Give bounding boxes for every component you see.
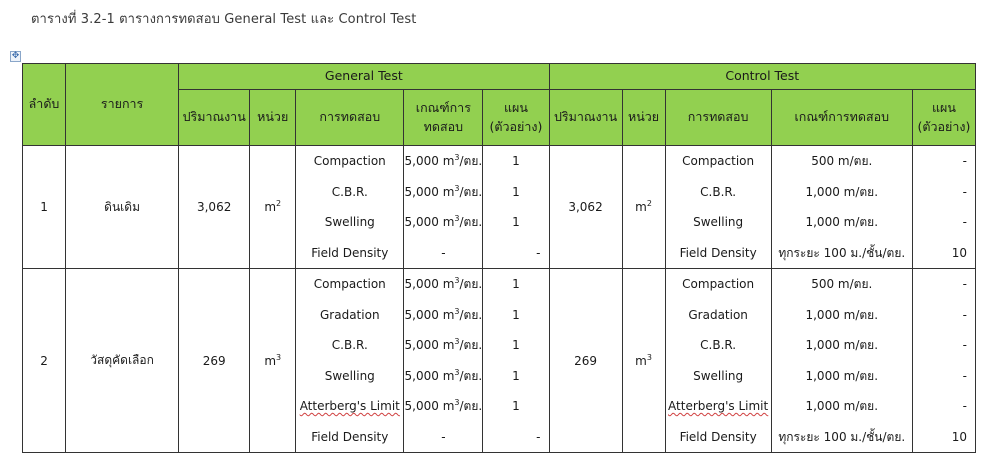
table-move-handle-icon[interactable]: ✥ xyxy=(11,51,20,61)
criteria-value: 1,000 m/ตย. xyxy=(805,215,879,229)
header-general-qty: ปริมาณงาน xyxy=(179,90,250,146)
test-table xyxy=(22,63,976,453)
plan-value: 1 xyxy=(512,154,520,168)
plan-value: - xyxy=(962,307,967,322)
test-name: Swelling xyxy=(693,368,744,383)
general-tests xyxy=(296,269,404,453)
criteria-value: 1,000 m/ตย. xyxy=(805,368,879,383)
test-name: Field Density xyxy=(679,245,757,260)
header-item: รายการ xyxy=(66,64,179,146)
header-general-plan: แผน (ตัวอย่าง) xyxy=(483,90,549,146)
criteria-value: 5,000 $m^3/$ตย. xyxy=(404,183,483,199)
criteria-value: - xyxy=(441,429,446,444)
general-unit xyxy=(250,269,296,453)
table-row xyxy=(23,146,976,269)
header-control-plan: แผน (ตัวอย่าง) xyxy=(912,90,975,146)
row-item-name: วัสดุคัดเลือก xyxy=(66,269,179,453)
criteria-value: 500 m/ตย. xyxy=(811,154,873,168)
criteria-value: 1,000 m/ตย. xyxy=(805,184,879,199)
general-criteria xyxy=(404,269,483,453)
criteria-value: 5,000 $m^3/$ตย. xyxy=(404,398,483,413)
test-name: Compaction xyxy=(682,154,755,168)
criteria-value: 5,000 $m^3/$ตย. xyxy=(404,276,483,291)
criteria-value: 500 m/ตย. xyxy=(811,277,873,291)
test-name: Compaction xyxy=(682,277,755,291)
test-name: C.B.R. xyxy=(331,184,368,199)
control-criteria xyxy=(771,269,912,453)
criteria-value: 5,000 $m^3/$ตย. xyxy=(404,337,483,352)
plan-value: - xyxy=(962,277,967,291)
test-name: Swelling xyxy=(693,215,744,229)
general-plan xyxy=(483,269,549,453)
criteria-value: 5,000 $m^3/$ตย. xyxy=(404,367,483,383)
test-name: C.B.R. xyxy=(700,184,737,199)
general-qty: 269 xyxy=(179,269,250,453)
plan-value: 1 xyxy=(512,277,520,291)
header-control-test-name: การทดสอบ xyxy=(665,90,771,146)
criteria-value: 5,000 $m^3/$ตย. xyxy=(404,153,483,168)
plan-value: 1 xyxy=(512,368,520,383)
unit-exponent: 3 xyxy=(646,352,652,362)
table-caption: ตารางที่ 3.2-1 ตารางการทดสอบ General Test และ Control Test xyxy=(31,12,417,27)
control-qty: 3,062 xyxy=(549,146,622,269)
general-unit xyxy=(250,146,296,269)
plan-value: 10 xyxy=(951,429,967,444)
unit-exponent: 2 xyxy=(646,199,652,208)
general-plan xyxy=(483,146,549,269)
table-row xyxy=(23,269,976,453)
general-qty: 3,062 xyxy=(179,146,250,269)
criteria-value: ทุกระยะ 100 ม./ชั้น/ตย. xyxy=(778,245,906,260)
header-general-criteria: เกณฑ์การทดสอบ xyxy=(404,90,483,146)
plan-value: - xyxy=(962,338,967,352)
control-tests xyxy=(665,269,771,453)
test-name: Atterberg's Limit xyxy=(668,399,769,413)
row-number: 1 xyxy=(23,146,66,269)
control-qty: 269 xyxy=(549,269,622,453)
header-general-test: General Test xyxy=(179,64,549,90)
plan-value: - xyxy=(962,399,967,413)
test-name: Field Density xyxy=(311,245,389,260)
control-tests xyxy=(665,146,771,269)
control-unit xyxy=(622,269,665,453)
header-control-unit: หน่วย xyxy=(622,90,665,146)
criteria-value: 5,000 $m^3/$ตย. xyxy=(404,214,483,229)
plan-value: - xyxy=(536,429,541,444)
unit-exponent: 3 xyxy=(276,352,282,362)
test-name: Swelling xyxy=(324,215,375,229)
control-plan xyxy=(912,146,975,269)
header-control-criteria: เกณฑ์การทดสอบ xyxy=(771,90,912,146)
header-general-test-name: การทดสอบ xyxy=(296,90,404,146)
plan-value: - xyxy=(962,154,967,168)
control-unit xyxy=(622,146,665,269)
criteria-value: ทุกระยะ 100 ม./ชั้น/ตย. xyxy=(778,429,906,444)
test-name: Swelling xyxy=(324,368,375,383)
plan-value: - xyxy=(536,245,541,260)
plan-value: 1 xyxy=(512,184,520,199)
plan-value: - xyxy=(962,184,967,199)
criteria-value: 1,000 m/ตย. xyxy=(805,307,879,322)
unit-exponent: 2 xyxy=(276,199,282,208)
plan-value: 1 xyxy=(512,215,520,229)
test-name: Atterberg's Limit xyxy=(299,399,400,413)
test-name: C.B.R. xyxy=(331,338,368,352)
unit-base: m xyxy=(635,200,647,214)
plan-value: - xyxy=(962,368,967,383)
row-number: 2 xyxy=(23,269,66,453)
test-name: Gradation xyxy=(688,307,748,322)
control-criteria xyxy=(771,146,912,269)
test-name: Compaction xyxy=(313,277,386,291)
unit-base: m xyxy=(264,200,277,214)
criteria-value: 1,000 m/ตย. xyxy=(805,338,879,352)
criteria-value: - xyxy=(441,245,446,260)
general-tests xyxy=(296,146,404,269)
row-item-name: ดินเดิม xyxy=(66,146,179,269)
plan-value: - xyxy=(962,215,967,229)
header-control-qty: ปริมาณงาน xyxy=(549,90,622,146)
test-name: Gradation xyxy=(320,307,380,322)
header-no: ลำดับ xyxy=(23,64,66,146)
test-name: C.B.R. xyxy=(700,338,737,352)
header-general-unit: หน่วย xyxy=(250,90,296,146)
plan-value: 1 xyxy=(512,338,520,352)
criteria-value: 1,000 m/ตย. xyxy=(805,399,879,413)
test-name: Compaction xyxy=(313,154,386,168)
plan-value: 1 xyxy=(512,399,520,413)
criteria-value: 5,000 $m^3/$ตย. xyxy=(404,306,483,322)
plan-value: 1 xyxy=(512,307,520,322)
test-name: Field Density xyxy=(679,429,757,444)
header-control-test: Control Test xyxy=(549,64,976,90)
test-name: Field Density xyxy=(311,429,389,444)
general-criteria xyxy=(404,146,483,269)
plan-value: 10 xyxy=(951,245,967,260)
unit-base: m xyxy=(264,353,277,368)
unit-base: m xyxy=(635,353,647,368)
control-plan xyxy=(912,269,975,453)
